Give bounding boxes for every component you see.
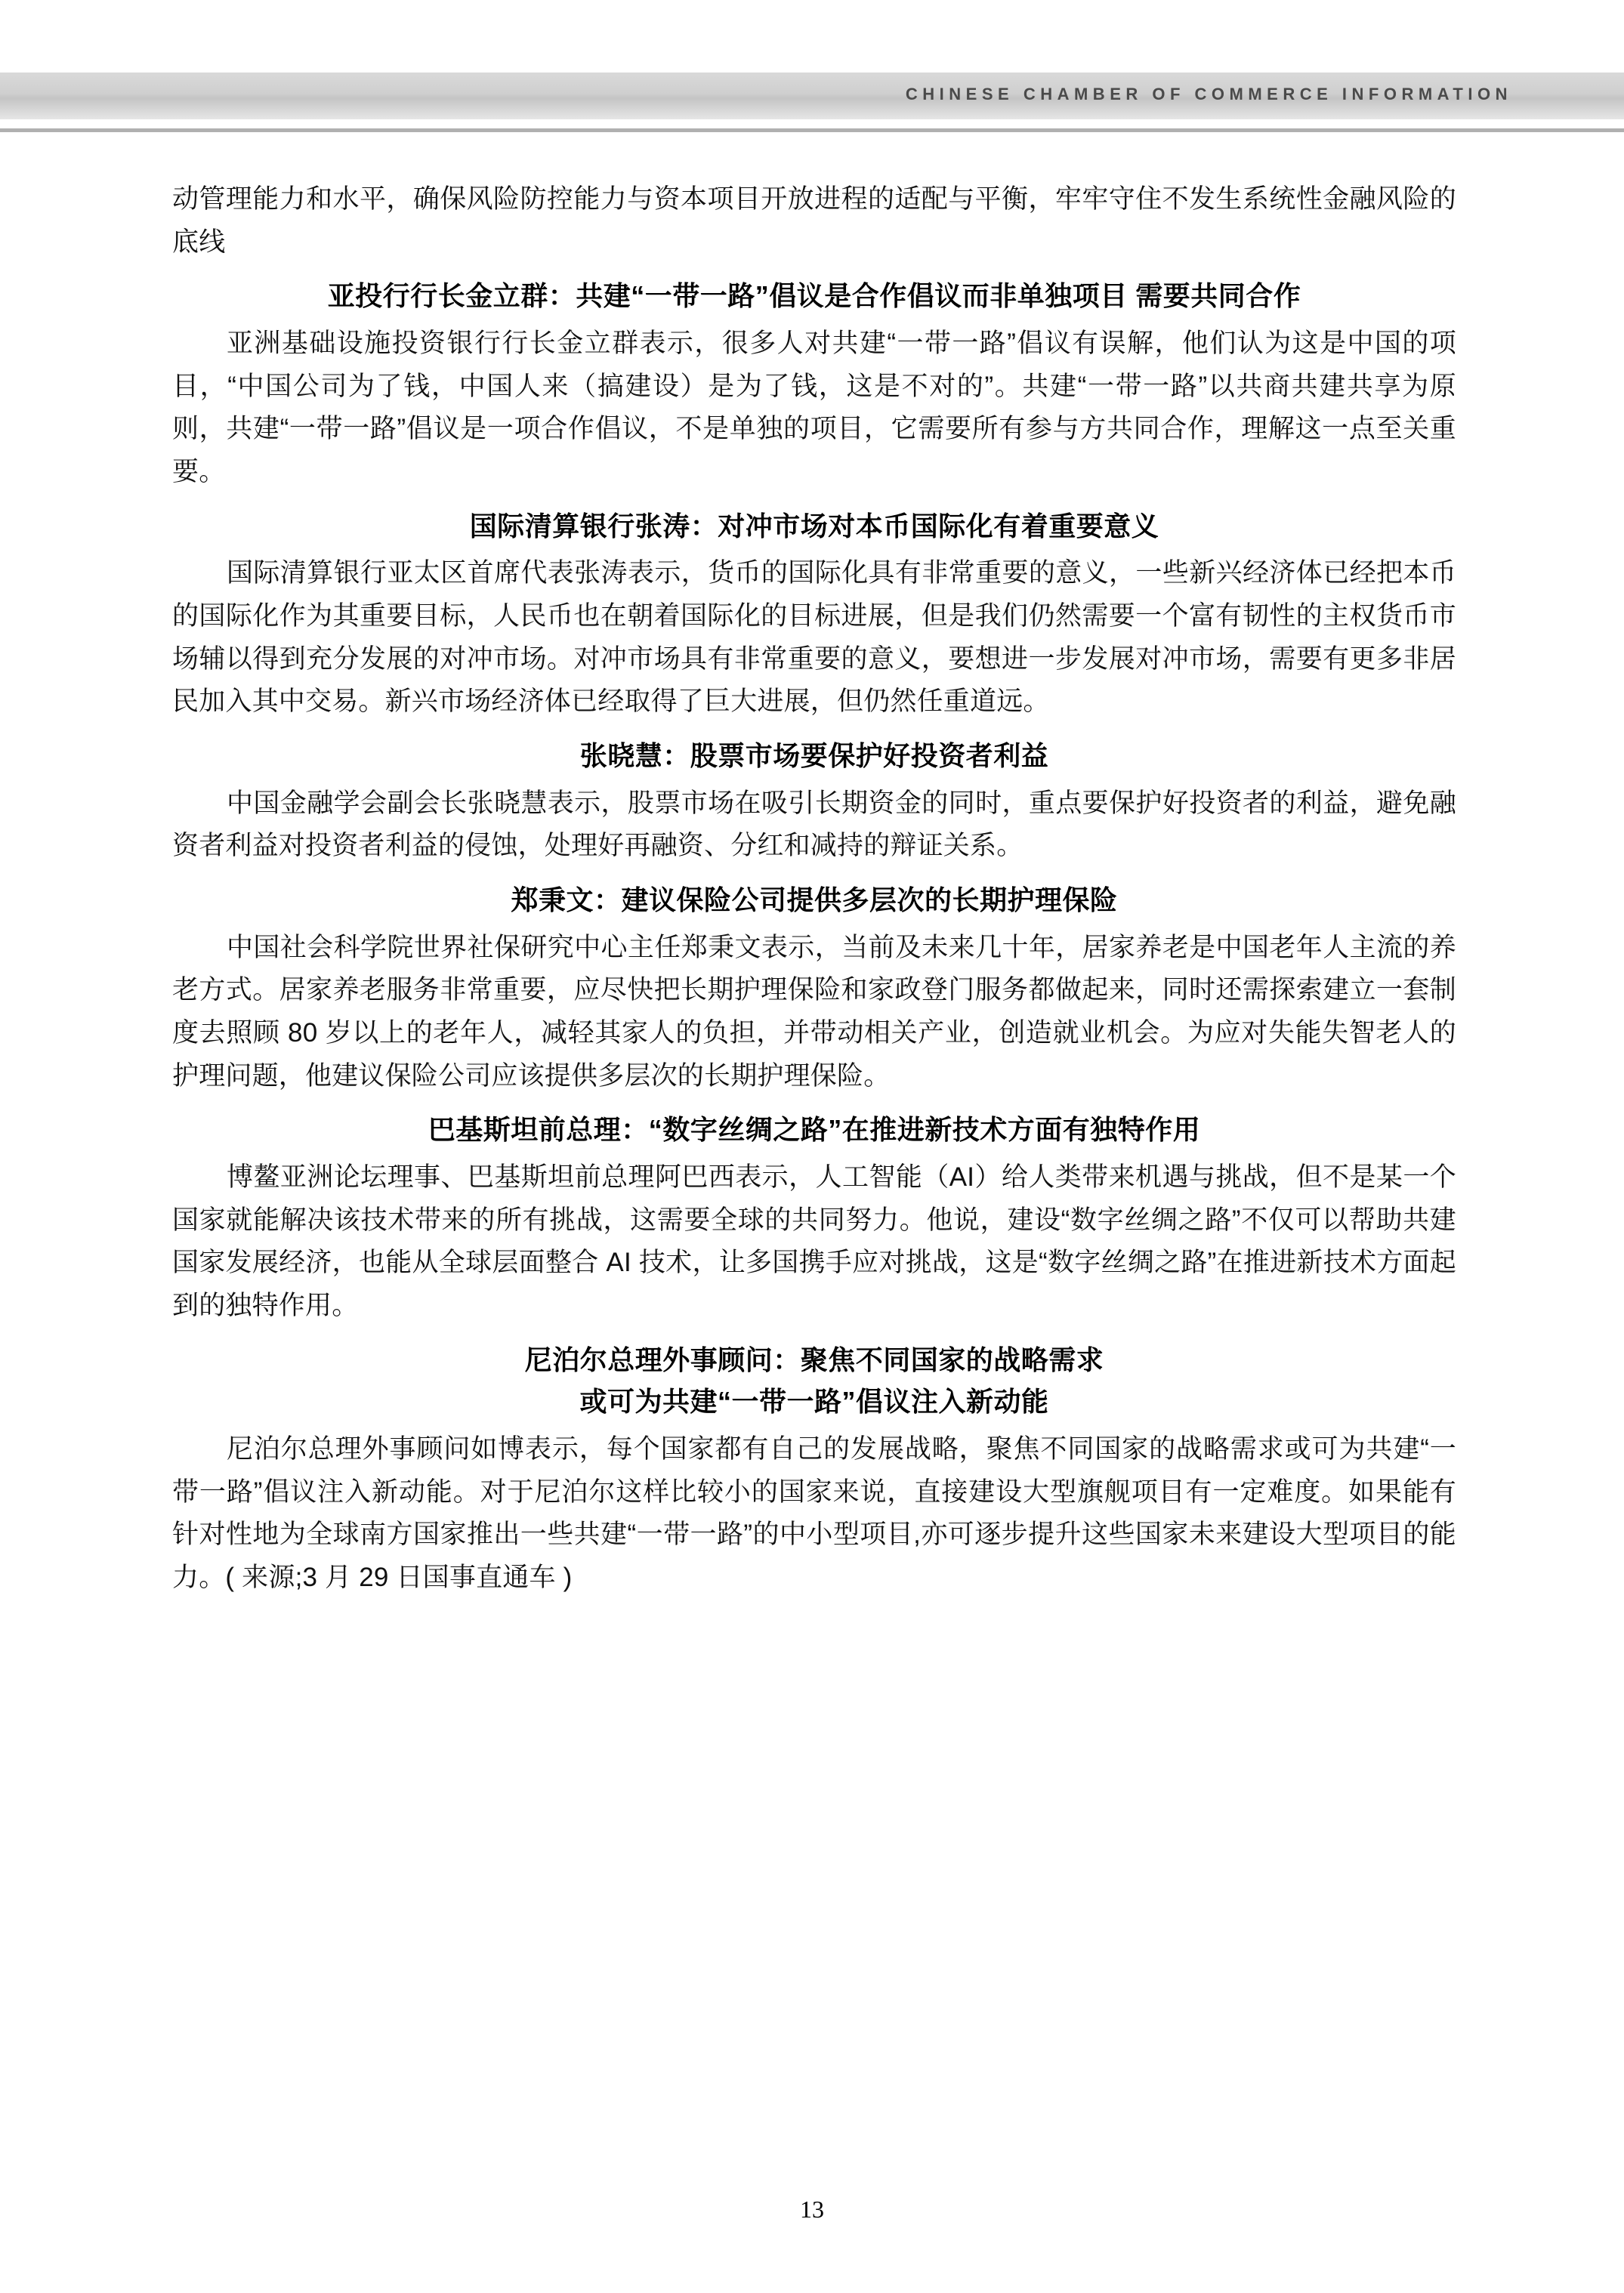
section-paragraph-1-1: 亚洲基础设施投资银行行长金立群表示，很多人对共建“一带一路”倡议有误解，他们认为这是中国的项目，“中国公司为了钱，中国人来（搞建设）是为了钱，这是不对的”。共建“一带一路”以共商共建共享为原则，共建“一带一路”倡议是一项合作倡议，不是单独的项目，它需要所有参与方共同合作，理解这一点至关重要。	[172, 328, 1456, 487]
section-heading-5: 巴基斯坦前总理：“数字丝绸之路”在推进新技术方面有独特作用	[428, 1114, 1201, 1146]
running-header-title: CHINESE CHAMBER OF COMMERCE INFORMATION	[905, 85, 1512, 103]
section-heading-3: 张晓慧：股票市场要保护好投资者利益	[579, 740, 1049, 772]
section-paragraph-3-1: 中国金融学会副会长张晓慧表示，股票市场在吸引长期资金的同时，重点要保护好投资者的利益，避免融资者利益对投资者利益的侵蚀，处理好再融资、分红和减持的辩证关系。	[172, 788, 1456, 861]
section-paragraph-5-1: 博鳌亚洲论坛理事、巴基斯坦前总理阿巴西表示，人工智能（AI）给人类带来机遇与挑战，但不是某一个国家就能解决该技术带来的所有挑战，这需要全球的共同努力。他说，建设“数字丝绸之路”不仅可以帮助共建国家发展经济，也能从全球层面整合 AI 技术，让多国携手应对挑战，这是“数字丝绸之路”在推进新技术方面起到的独特作用。	[172, 1162, 1456, 1321]
section-paragraph-4-1: 中国社会科学院世界社保研究中心主任郑秉文表示，当前及未来几十年，居家养老是中国老年人主流的养老方式。居家养老服务非常重要，应尽快把长期护理保险和家政登门服务都做起来，同时还需探索建立一套制度去照顾 80 岁以上的老年人，减轻其家人的负担，并带动相关产业，创造就业机会。为应对失能失智老人的护理问题，他建议保险公司应该提供多层次的长期护理保险。	[172, 932, 1456, 1091]
page-number: 13	[800, 2196, 824, 2223]
section-heading-2: 国际清算银行张涛：对冲市场对本币国际化有着重要意义	[469, 510, 1159, 542]
section-heading-6: 尼泊尔总理外事顾问：聚焦不同国家的战略需求	[524, 1344, 1104, 1375]
continued-paragraph: 动管理能力和水平，确保风险防控能力与资本项目开放进程的适配与平衡，牢牢守住不发生系统性金融风险的底线	[172, 184, 1456, 257]
section-heading-4: 郑秉文：建议保险公司提供多层次的长期护理保险	[511, 884, 1118, 916]
document-body	[172, 178, 1456, 1603]
section-heading-1: 亚投行行长金立群：共建“一带一路”倡议是合作倡议而非单独项目 需要共同合作	[327, 280, 1301, 312]
section-paragraph-2-1: 国际清算银行亚太区首席代表张涛表示，货币的国际化具有非常重要的意义，一些新兴经济体已经把本币的国际化作为其重要目标，人民币也在朝着国际化的目标进展，但是我们仍然需要一个富有韧性的主权货币市场辅以得到充分发展的对冲市场。对冲市场具有非常重要的意义，要想进一步发展对冲市场，需要有更多非居民加入其中交易。新兴市场经济体已经取得了巨大进展，但仍然任重道远。	[172, 558, 1456, 717]
section-heading-6-line2: 或可为共建“一带一路”倡议注入新动能	[579, 1386, 1049, 1418]
header-divider	[0, 128, 1624, 132]
section-paragraph-6-1: 尼泊尔总理外事顾问如博表示，每个国家都有自己的发展战略，聚焦不同国家的战略需求或可为共建“一带一路”倡议注入新动能。对于尼泊尔这样比较小的国家来说，直接建设大型旗舰项目有一定难度。如果能有针对性地为全球南方国家推出一些共建“一带一路”的中小型项目,亦可逐步提升这些国家未来建设大型项目的能力。( 来源;3 月 29 日国事直通车 )	[172, 1434, 1456, 1592]
